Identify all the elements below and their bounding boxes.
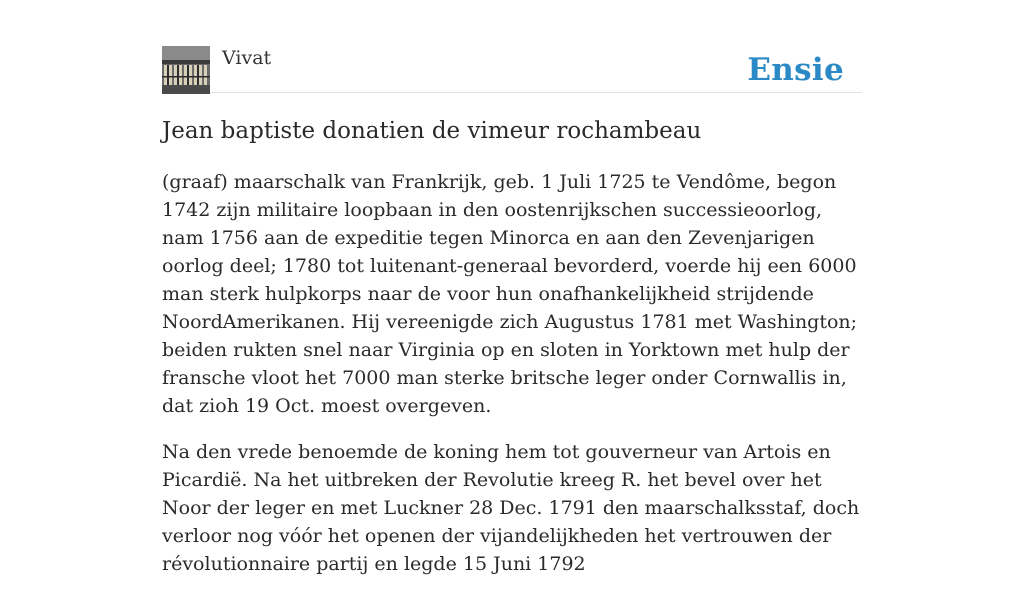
brand-logo[interactable]: Ensie xyxy=(747,52,844,88)
page-title: Jean baptiste donatien de vimeur rochambeau xyxy=(162,118,702,144)
paragraph: (graaf) maarschalk van Frankrijk, geb. 1 Juli 1725 te Vendôme, begon 1742 zijn militaire loopbaan in den oostenrijkschen successieoorlog, nam 1756 aan de expeditie tegen Minorca en aan den Zevenjarigen oorlog deel; 1780 tot luitenant-generaal bevorderd, voerde hij een 6000 man sterk hulpkorps naar de voor hun onafhankelijkheid strijdende NoordAmerikanen. Hij vereenigde zich Augustus 1781 met Washington; beiden rukten snel naar Virginia op en sloten in Yorktown met hulp der fransche vloot het 7000 man sterke britsche leger onder Cornwallis in, dat zioh 19 Oct. moest overgeven. xyxy=(162,171,858,417)
article-page xyxy=(162,0,862,575)
avatar-image xyxy=(162,46,210,94)
paragraph: Na den vrede benoemde de koning hem tot gouverneur van Artois en Picardië. Na het uitbreken der Revolutie kreeg R. het bevel over het Noor der leger en met Luckner 28 Dec. 1791 den maarschalksstaf, doch verloor nog vóór het openen der vijandelijkheden het vertrouwen der révolutionnaire partij en legde 15 Juni 1792 xyxy=(162,441,860,575)
avatar[interactable] xyxy=(162,46,210,94)
author-name[interactable]: Vivat xyxy=(222,47,272,69)
article-body xyxy=(162,168,862,596)
header xyxy=(162,46,862,93)
